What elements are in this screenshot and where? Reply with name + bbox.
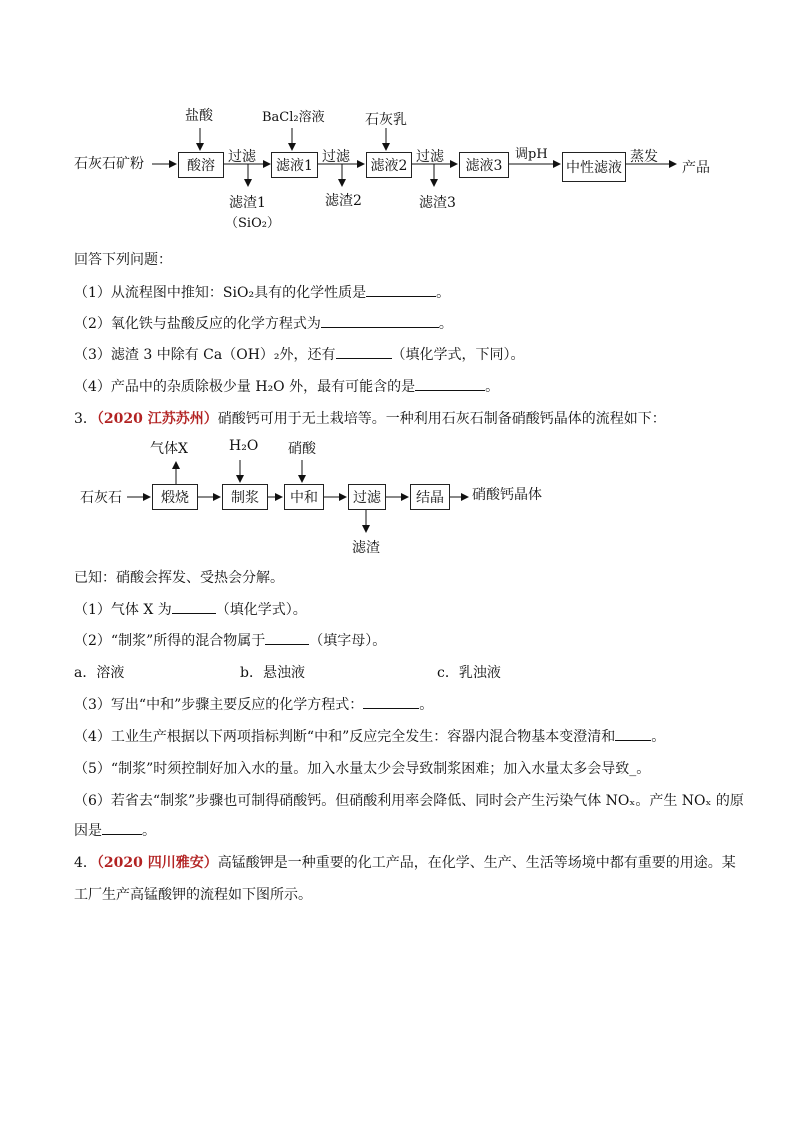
flow1-reagent-limemilk: 石灰乳 [365, 112, 407, 128]
flow1-residue1-note: （SiO₂） [225, 216, 280, 231]
answer-blank[interactable] [102, 820, 142, 835]
q3-item-6: （6）若省去“制浆”步骤也可制得硝酸钙。但硝酸利用率会降低、同时会产生污染气体 NOₓ。产生 NOₓ 的原 [74, 793, 744, 809]
flow1-residue2: 滤渣2 [325, 193, 362, 209]
flow2-box-crystallize: 结晶 [410, 484, 450, 510]
q3-item-2: （2）“制浆”所得的混合物属于 （填字母）。 [74, 630, 386, 652]
flow2-box-calcine: 煅烧 [152, 484, 198, 510]
flow2-residue: 滤渣 [352, 540, 380, 556]
q3-item-3: （3）写出“中和”步骤主要反应的化学方程式： 。 [74, 694, 433, 716]
q3-item-4: （4）工业生产根据以下两项指标判断“中和”反应完全发生：容器内混合物基本变澄清和 。 [74, 726, 665, 748]
flow1-start: 石灰石矿粉 [74, 156, 144, 172]
flow2-gas-x: 气体X [150, 441, 188, 457]
answer-blank[interactable] [172, 599, 216, 614]
q2-intro: 回答下列问题： [74, 252, 172, 268]
q2-item-2: （2）氧化铁与盐酸反应的化学方程式为 。 [74, 313, 453, 335]
q3-option-b[interactable]: b．悬浊液 [240, 665, 305, 681]
flow2-water: H₂O [229, 438, 259, 454]
q3-option-c[interactable]: c．乳浊液 [437, 665, 501, 681]
flow1-box-neutral-filtrate: 中性滤液 [562, 152, 626, 182]
flow1-step-adjust-ph: 调pH [515, 147, 548, 162]
q3-item-1: （1）气体 X 为 （填化学式）。 [74, 599, 307, 621]
q3-known: 已知：硝酸会挥发、受热会分解。 [74, 570, 284, 586]
q2-item-4: （4）产品中的杂质除极少量 H₂O 外，最有可能含的是 。 [74, 376, 499, 398]
q3-item-6-cont: 因是 。 [74, 820, 156, 842]
q3-item-5: （5）“制浆”时须控制好加入水的量。加入水量太少会导致制浆困难；加入水量太多会导致_。 [74, 761, 651, 777]
q3-option-a[interactable]: a．溶液 [74, 665, 125, 681]
flow2-box-filter: 过滤 [348, 484, 386, 510]
flow1-box-acid-dissolve: 酸溶 [178, 152, 224, 178]
q4-heading: 4．（2020 四川雅安）高锰酸钾是一种重要的化工产品，在化学、生产、生活等场境中都有重要的用途。某 [74, 855, 736, 871]
flow1-step-evaporate: 蒸发 [630, 149, 658, 165]
flow2-start: 石灰石 [80, 490, 122, 506]
answer-blank[interactable] [615, 726, 651, 741]
flow2-box-neutralize: 中和 [284, 484, 324, 510]
flow1-residue1: 滤渣1 [229, 195, 266, 211]
flow1-reagent-hcl: 盐酸 [185, 108, 213, 124]
flow2-nitric-acid: 硝酸 [288, 441, 316, 457]
flow1-step-filter2: 过滤 [322, 149, 350, 165]
flow1-box-filtrate1: 滤液1 [271, 152, 318, 178]
q2-item-3: （3）滤渣 3 中除有 Ca（OH）₂外，还有 （填化学式，下同）。 [74, 344, 525, 366]
q3-source-tag: （2020 江苏苏州） [96, 411, 218, 427]
flow1-reagent-bacl2: BaCl₂溶液 [262, 110, 325, 125]
flow1-step-filter1: 过滤 [228, 149, 256, 165]
answer-blank[interactable] [265, 630, 309, 645]
q4-source-tag: （2020 四川雅安） [96, 855, 218, 871]
answer-blank[interactable] [363, 694, 419, 709]
flow1-box-filtrate3: 滤液3 [459, 152, 509, 178]
q3-heading: 3．（2020 江苏苏州）硝酸钙可用于无土栽培等。一种利用石灰石制备硝酸钙晶体的流程如下： [74, 411, 666, 427]
q2-item-1: （1）从流程图中推知：SiO₂具有的化学性质是 。 [74, 282, 450, 304]
flow1-residue3: 滤渣3 [419, 195, 456, 211]
flow1-box-filtrate2: 滤液2 [366, 152, 412, 178]
flow2-box-slurry: 制浆 [222, 484, 268, 510]
q4-text-cont: 工厂生产高锰酸钾的流程如下图所示。 [74, 887, 312, 903]
flow2-end: 硝酸钙晶体 [472, 487, 542, 503]
flow1-end: 产品 [682, 160, 710, 176]
flow1-step-filter3: 过滤 [416, 149, 444, 165]
flow2-arrows [0, 0, 794, 560]
